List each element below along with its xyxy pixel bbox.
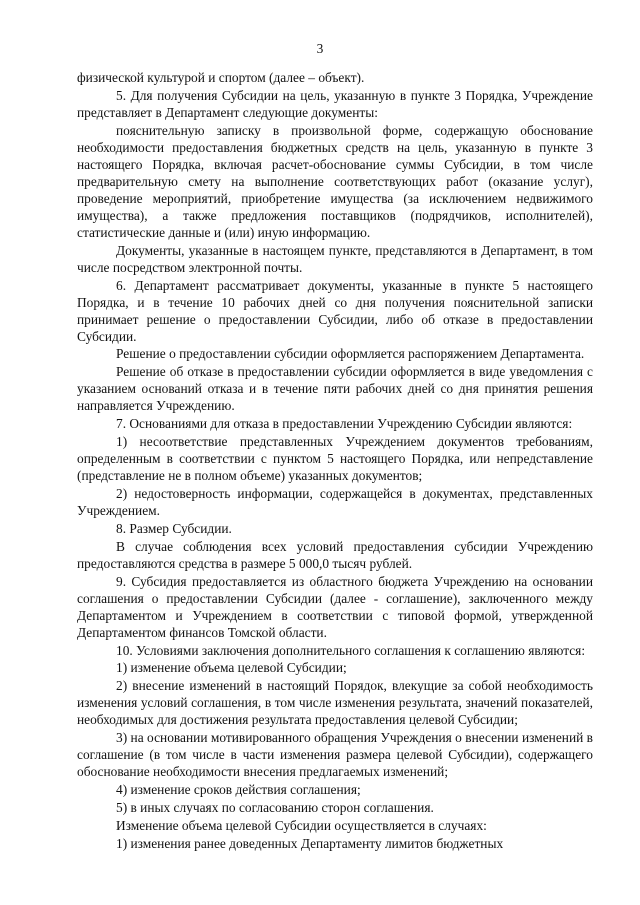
- paragraph: Решение о предоставлении субсидии оформляется распоряжением Департамента.: [116, 346, 585, 362]
- paragraph: 1) изменения ранее доведенных Департаменту лимитов бюджетных: [116, 835, 504, 851]
- paragraph: Решение об отказе в предоставлении субсидии оформляется в виде уведомления с указанием оснований отказа и в течение пяти рабочих дней со дня принятия решения направляется Учреждению.: [77, 364, 593, 414]
- paragraph: 4) изменение сроков действия соглашения;: [116, 782, 361, 798]
- paragraph: В случае соблюдения всех условий предоставления субсидии Учреждению предоставляются средства в размере 5 000,0 тысяч рублей.: [77, 538, 593, 571]
- paragraph: 9. Субсидия предоставляется из областного бюджета Учреждению на основании соглашения о предоставлении Субсидии (далее - соглашение), заключенного между Департаментом и Учреждением в соответствии с типовой формой, утвержденной Департаментом финансов Томской области.: [77, 573, 593, 640]
- paragraph: пояснительную записку в произвольной форме, содержащую обоснование необходимости предоставления бюджетных средств на цель, указанную в пункте 3 настоящего Порядка, включая расчет-обоснование суммы Субсидии, в том числе предварительную смету на выполнение соответствующих работ (оказание услуг), проведение мероприятий, приобретение имущества (за исключением недвижимого имущества), а также предложения поставщиков (подрядчиков, исполнителей), статистические данные и (или) иную информацию.: [77, 122, 593, 240]
- paragraph: 5. Для получения Субсидии на цель, указанную в пункте 3 Порядка, Учреждение представляет в Департамент следующие документы:: [77, 87, 593, 120]
- paragraph: Документы, указанные в настоящем пункте, представляются в Департамент, в том числе посредством электронной почты.: [77, 242, 593, 275]
- paragraph: 6. Департамент рассматривает документы, указанные в пункте 5 настоящего Порядка, и в течение 10 рабочих дней со дня получения пояснительной записки принимает решение о предоставлении Субсидии, либо об отказе в предоставлении Субсидии.: [77, 277, 593, 344]
- paragraph: 1) несоответствие представленных Учреждением документов требованиям, определенным в соответствии с пунктом 5 настоящего Порядка, или непредставление (представление не в полном объеме) указанных документов;: [77, 434, 593, 484]
- paragraph: 2) внесение изменений в настоящий Порядок, влекущие за собой необходимость изменения условий соглашения, в том числе изменения результата, значений показателей, необходимых для достижения результата предоставления целевой Субсидии;: [77, 678, 593, 728]
- paragraph: 1) изменение объема целевой Субсидии;: [116, 660, 347, 676]
- paragraph: 3) на основании мотивированного обращения Учреждения о внесении изменений в соглашение (в том числе в части изменения размера целевой Субсидии), содержащего обоснование необходимости внесения предлагаемых изменений;: [77, 730, 593, 780]
- paragraph: физической культурой и спортом (далее – объект).: [77, 70, 365, 85]
- paragraph: Изменение объема целевой Субсидии осуществляется в случаях:: [116, 817, 487, 833]
- document-body: [77, 69, 593, 853]
- paragraph: 10. Условиями заключения дополнительного соглашения к соглашению являются:: [116, 642, 586, 658]
- paragraph: 2) недостоверность информации, содержащейся в документах, представленных Учреждением.: [77, 486, 593, 519]
- paragraph: 8. Размер Субсидии.: [116, 520, 232, 536]
- paragraph: 7. Основаниями для отказа в предоставлении Учреждению Субсидии являются:: [116, 416, 573, 432]
- page-number: 3: [316, 41, 324, 56]
- paragraph: 5) в иных случаях по согласованию сторон соглашения.: [116, 800, 434, 816]
